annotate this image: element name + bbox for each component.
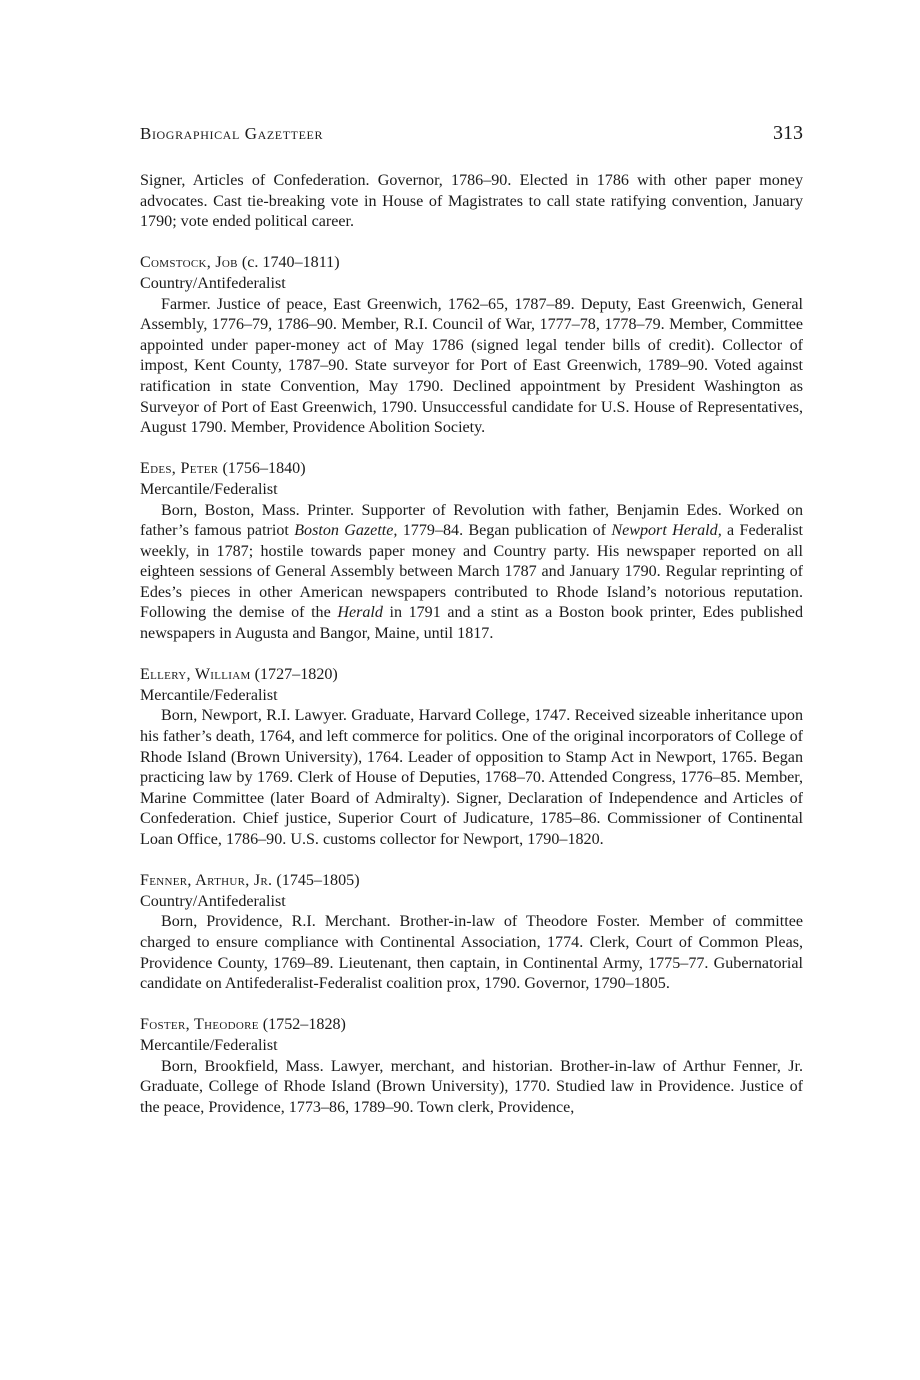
entry-faction: Country/Antifederalist	[140, 274, 286, 292]
newspaper-title: Boston Gazette,	[294, 522, 398, 540]
entry-name: Fenner, Arthur, Jr.	[140, 872, 273, 890]
entry-name: Edes, Peter	[140, 460, 219, 478]
entry-dates: (1756–1840)	[222, 460, 306, 478]
text-run: a Federalist weekly, in 1787; hostile towards paper money and Country party. His newspaper reported on all eighteen sessions of General Assembly between March 1787 and January 1790. Regular reprinting of Edes’s pieces in other American newspapers contributed to Rhode Island’s notorious reputation. Following the demise of the	[140, 522, 803, 622]
entry-dates: (1752–1828)	[262, 1016, 346, 1034]
entry-foster	[140, 1015, 803, 1118]
entry-faction: Mercantile/Federalist	[140, 686, 278, 704]
entry-name: Comstock, Job	[140, 254, 238, 272]
entry-text: Born, Providence, R.I. Merchant. Brother-in-law of Theodore Foster. Member of committee charged to ensure compliance with Continental Association, 1774. Clerk, Court of Common Pleas, Providence County, 1769–89. Lieutenant, then captain, in Continental Army, 1775–77. Gubernatorial candidate on Antifederalist-Federalist coalition prox, 1790. Governor, 1790–1805.	[140, 913, 803, 993]
entry-comstock	[140, 253, 803, 438]
entry-text: Farmer. Justice of peace, East Greenwich, 1762–65, 1787–89. Deputy, East Greenwich, General Assembly, 1776–79, 1786–90. Member, R.I. Council of War, 1777–78, 1778–79. Member, Committee appointed under paper-money act of May 1786 (signed legal tender bills of credit). Collector of impost, Kent County, 1787–90. State surveyor for Port of East Greenwich, 1789–90. Voted against ratification in state Convention, May 1790. Declined appointment by President Washington as Surveyor of Port of East Greenwich, 1790. Unsuccessful candidate for U.S. House of Representatives, August 1790. Member, Providence Abolition Society.	[140, 295, 803, 437]
entry-dates: (1727–1820)	[254, 666, 338, 684]
entry-dates: (1745–1805)	[276, 872, 360, 890]
body-text	[140, 171, 803, 1118]
entry-text: Born, Newport, R.I. Lawyer. Graduate, Harvard College, 1747. Received sizeable inheritance upon his father’s death, 1764, and left commerce for politics. One of the original incorporators of College of Rhode Island (Brown University), 1764. Leader of opposition to Stamp Act in Newport, 1765. Began practicing law by 1769. Clerk of House of Deputies, 1768–70. Attended Congress, 1776–85. Member, Marine Committee (later Board of Admiralty). Signer, Declaration of Independence and Articles of Confederation. Chief justice, Superior Court of Judicature, 1785–86. Commissioner of Continental Loan Office, 1786–90. U.S. customs collector for Newport, 1790–1820.	[140, 707, 803, 848]
entry-faction: Mercantile/Federalist	[140, 480, 278, 498]
entry-heading	[140, 871, 803, 892]
continuation-paragraph: Signer, Articles of Confederation. Governor, 1786–90. Elected in 1786 with other paper money advocates. Cast tie-breaking vote in House of Magistrates to call state ratifying convention, January 1790; vote ended political career.	[140, 172, 803, 231]
entry-heading	[140, 1015, 803, 1036]
entry-name: Foster, Theodore	[140, 1016, 259, 1034]
entry-edes	[140, 459, 803, 644]
entry-faction: Mercantile/Federalist	[140, 1036, 278, 1054]
running-head	[140, 122, 803, 145]
entry-ellery	[140, 665, 803, 850]
entry-name: Ellery, William	[140, 666, 251, 684]
page-number: 313	[773, 122, 803, 144]
text-run: 1779–84. Began publication of	[397, 522, 612, 540]
entry-text	[140, 501, 803, 645]
text-run: Born, Boston, Mass. Printer. Supporter of Revolution with father, Benjamin Edes. Worked on father’s famous patriot	[140, 501, 803, 540]
entry-fenner	[140, 871, 803, 995]
entry-faction: Country/Antifederalist	[140, 892, 286, 910]
newspaper-title: Newport Herald,	[611, 522, 722, 540]
entry-heading	[140, 665, 803, 686]
text-run: in 1791 and a stint as a Boston book printer, Edes published newspapers in Augusta and Bangor, Maine, until 1817.	[140, 604, 803, 643]
newspaper-title: Herald	[337, 604, 383, 622]
entry-text: Born, Brookfield, Mass. Lawyer, merchant, and historian. Brother-in-law of Arthur Fenner, Jr. Graduate, College of Rhode Island (Brown University), 1770. Studied law in Providence. Justice of the peace, Providence, 1773–86, 1789–90. Town clerk, Providence,	[140, 1057, 803, 1116]
entry-heading	[140, 459, 803, 480]
running-title: Biographical Gazetteer	[140, 124, 324, 143]
entry-dates: (c. 1740–1811)	[241, 254, 340, 272]
entry-heading	[140, 253, 803, 274]
